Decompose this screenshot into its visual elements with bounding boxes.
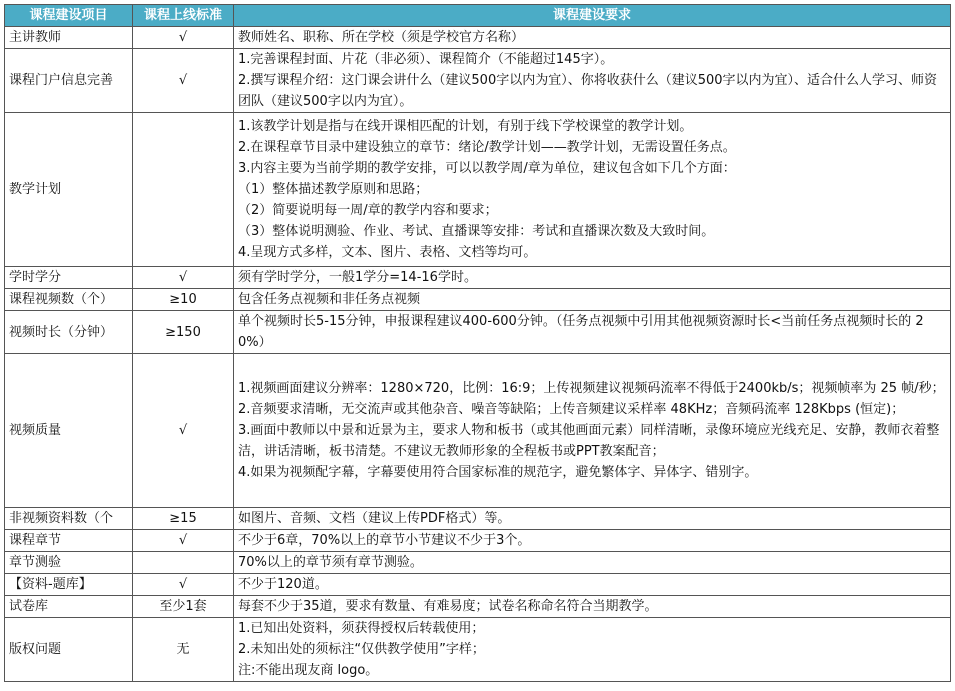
requirement-line: （2）简要说明每一周/章的教学内容和要求；: [238, 203, 498, 218]
requirement-line: 1.已知出处资料，须获得授权后转载使用；: [238, 621, 485, 636]
row-requirement: [234, 311, 951, 354]
row-requirement: [234, 113, 951, 267]
row-item: 版权问题: [5, 618, 133, 682]
table-row: [5, 618, 951, 682]
requirement-line: 包含任务点视频和非任务点视频: [238, 292, 421, 307]
requirement-line: 2.未知出处的须标注“仅供教学使用”字样；: [238, 642, 485, 657]
course-standards-table: [4, 4, 951, 682]
row-item: 【资料-题库】: [5, 574, 133, 596]
row-item: 学时学分: [5, 267, 133, 289]
requirement-line: 每套不少于35道，要求有数量、有难易度；试卷名称命名符合当期教学。: [238, 599, 658, 614]
header-standard: 课程上线标准: [133, 5, 234, 27]
row-requirement: [234, 596, 951, 618]
row-standard: √: [133, 49, 234, 113]
table-row: [5, 552, 951, 574]
table-row: [5, 596, 951, 618]
row-standard: √: [133, 27, 234, 49]
requirement-line: （1）整体描述教学原则和思路；: [238, 182, 429, 197]
header-item: 课程建设项目: [5, 5, 133, 27]
row-item: 主讲教师: [5, 27, 133, 49]
requirement-line: 1.视频画面建议分辨率：1280×720，比例：16:9；上传视频建议视频码流率不得低于2400kb/s；视频帧率为 25 帧/秒；: [238, 381, 945, 396]
row-item: 课程章节: [5, 530, 133, 552]
row-item: 教学计划: [5, 113, 133, 267]
requirement-line: 2.音频要求清晰，无交流声或其他杂音、噪音等缺陷；上传音频建议采样率 48KHz；音频码流率 128Kbps (恒定)；: [238, 402, 905, 417]
requirement-line: （3）整体说明测验、作业、考试、直播课等安排：考试和直播课次数及大致时间。: [238, 224, 715, 239]
requirement-line: 4.呈现方式多样，文本、图片、表格、文档等均可。: [238, 245, 537, 260]
row-item: 课程视频数（个）: [5, 289, 133, 311]
header-row: [5, 5, 951, 27]
table-row: [5, 311, 951, 354]
row-standard: ≥10: [133, 289, 234, 311]
requirement-line: 1.完善课程封面、片花（非必须）、课程简介（不能超过145字）。: [238, 52, 614, 67]
row-requirement: [234, 27, 951, 49]
requirement-line: 单个视频时长5-15分钟，申报课程建议400-600分钟。（任务点视频中引用其他视频资源时长<当前任务点视频时长的 20%）: [238, 314, 924, 350]
requirement-line: 4.如果为视频配字幕，字幕要使用符合国家标准的规范字，避免繁体字、异体字、错别字。: [238, 465, 758, 480]
requirement-line: 2.在课程章节目录中建设独立的章节：绪论/教学计划——教学计划，无需设置任务点。: [238, 140, 736, 155]
row-standard: ≥150: [133, 311, 234, 354]
requirement-line: 不少于120道。: [238, 577, 328, 592]
row-standard: ≥15: [133, 508, 234, 530]
table-row: [5, 113, 951, 267]
row-requirement: [234, 289, 951, 311]
row-item: 课程门户信息完善: [5, 49, 133, 113]
requirement-line: 教师姓名、职称、所在学校（须是学校官方名称）: [238, 30, 525, 45]
row-item: 视频质量: [5, 354, 133, 508]
row-requirement: [234, 354, 951, 508]
row-requirement: [234, 267, 951, 289]
row-requirement: [234, 508, 951, 530]
row-requirement: [234, 552, 951, 574]
row-standard: √: [133, 574, 234, 596]
requirement-line: 3.内容主要为当前学期的教学安排，可以以教学周/章为单位，建议包含如下几个方面：: [238, 161, 736, 176]
requirement-line: 不少于6章，70%以上的章节小节建议不少于3个。: [238, 533, 531, 548]
row-item: 章节测验: [5, 552, 133, 574]
header-requirement: 课程建设要求: [234, 5, 951, 27]
table-row: [5, 267, 951, 289]
requirement-line: 2.撰写课程介绍：这门课会讲什么（建议500字以内为宜）、你将收获什么（建议500字以内为宜）、适合什么人学习、师资团队（建议500字以内为宜）。: [238, 73, 938, 109]
table-row: [5, 49, 951, 113]
requirement-line: 须有学时学分，一般1学分=14-16学时。: [238, 270, 477, 285]
requirement-line: 70%以上的章节须有章节测验。: [238, 555, 423, 570]
row-requirement: [234, 618, 951, 682]
row-item: 试卷库: [5, 596, 133, 618]
requirement-line: 1.该教学计划是指与在线开课相匹配的计划，有别于线下学校课堂的教学计划。: [238, 119, 693, 134]
row-standard: √: [133, 354, 234, 508]
row-item: 非视频资料数（个: [5, 508, 133, 530]
row-requirement: [234, 49, 951, 113]
table-row: [5, 289, 951, 311]
requirement-line: 注:不能出现友商 logo。: [238, 663, 379, 678]
table-row: [5, 508, 951, 530]
row-standard: [133, 552, 234, 574]
row-standard: √: [133, 530, 234, 552]
table-row: [5, 27, 951, 49]
row-item: 视频时长（分钟）: [5, 311, 133, 354]
table-row: [5, 574, 951, 596]
table-row: [5, 354, 951, 508]
row-standard: 无: [133, 618, 234, 682]
row-standard: [133, 113, 234, 267]
row-standard: √: [133, 267, 234, 289]
row-standard: 至少1套: [133, 596, 234, 618]
requirement-line: 如图片、音频、文档（建议上传PDF格式）等。: [238, 511, 511, 526]
requirement-line: 3.画面中教师以中景和近景为主，要求人物和板书（或其他画面元素）同样清晰，录像环境应光线充足、安静，教师衣着整洁，讲话清晰，板书清楚。不建议无教师形象的全程板书或PPT教案配音；: [238, 423, 940, 459]
row-requirement: [234, 574, 951, 596]
row-requirement: [234, 530, 951, 552]
table-row: [5, 530, 951, 552]
